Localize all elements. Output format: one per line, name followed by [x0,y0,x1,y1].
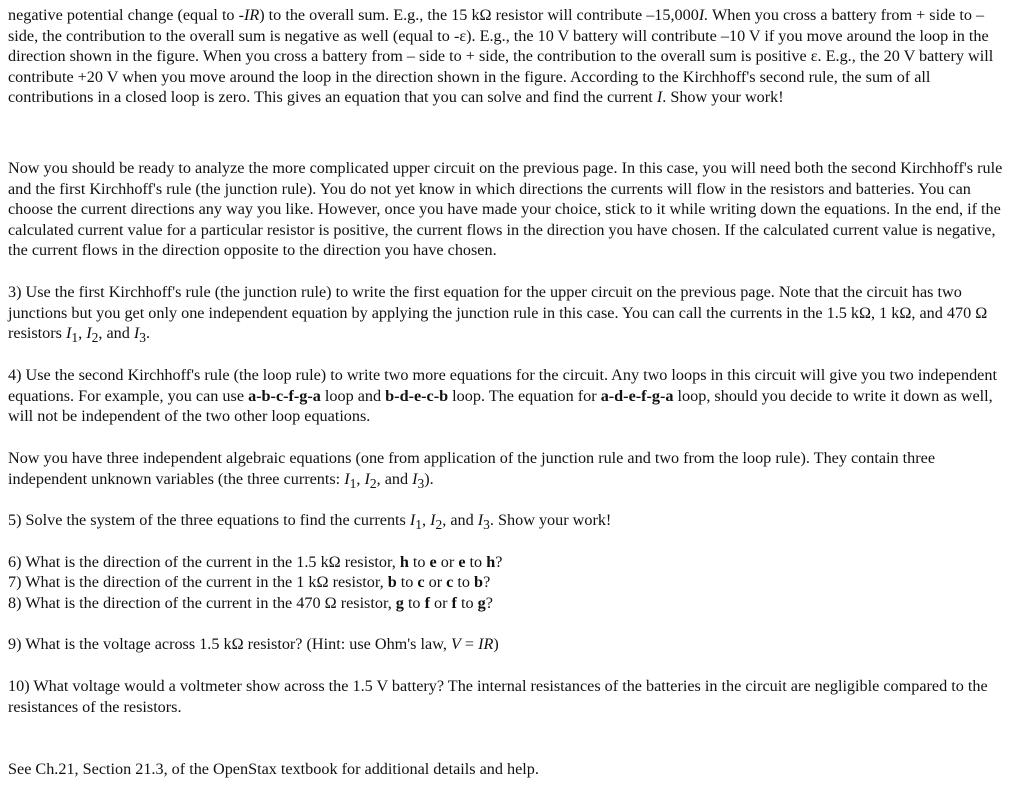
text: 4) Use the second Kirchhoff's rule (the loop rule) to write two more equations for the circuit. Any two loops in this circuit will give you two independent equations. For example, you can use [8,366,997,405]
text: or [424,573,447,591]
loop-label: b-d-e-c-b [385,386,449,405]
paragraph-three-equations [8,448,1016,494]
current-symbol: I [412,469,418,488]
paragraph-complicated-circuit [8,158,1016,261]
text: to [453,573,475,591]
subscript: 1 [71,330,79,346]
text: ) [493,635,499,653]
text: See Ch.21, Section 21.3, of the OpenStax textbook for additional details and help. [8,760,539,778]
node-label: h [399,553,409,571]
node-label: f [424,594,430,612]
question-7 [8,572,1016,593]
text: 3) Use the first Kirchhoff's rule (the junction rule) to write the first equation for the upper circuit on the previous page. Note that the circuit has two junctions but you get only one independent equation by applying the junction rule in this case. You can call the currents in the 1.5 kΩ, 1 kΩ, and 470 Ω resistors [8,283,988,343]
loop-label: a-b-c-f-g-a [248,386,321,405]
text: to [408,553,430,571]
text: negative potential change (equal to [8,6,239,24]
node-label: f [451,594,457,612]
subscript: 1 [349,475,357,491]
text: Now you have three independent algebraic equations (one from application of the junction rule and two from the loop rule). They contain three independent unknown variables (the three currents: [8,449,936,488]
text: or [429,594,452,612]
text: Now you should be ready to analyze the more complicated upper circuit on the previous page. In this case, you will need both the second Kirchhoff's rule and the first Kirchhoff's rule (the junction rule). You do not yet know in which directions the currents will flow in the resistors and batteries. You can choose the current directions any way you like. However, once you have made your choice, stick to it while writing down the equations. In the end, if the calculated current value for a particular resistor is positive, the current flows in the direction you have chosen. If the calculated current value is negative, the current flows in the direction opposite to the direction you have chosen. [8,159,1003,260]
subscript: 3 [417,475,425,491]
text: , and [442,511,478,529]
text: 9) What is the voltage across 1.5 kΩ resistor? (Hint: use Ohm's law, [8,635,451,653]
subscript: 3 [483,517,490,533]
text: loop, should you decide to write it down as well, will not be independent of the two other loop equations. [8,386,993,426]
text: ? [485,594,493,612]
text-italic: I [656,88,663,107]
text-italic: -IR [238,6,260,24]
node-label: b [387,573,397,591]
question-9 [8,634,1016,655]
text: to [403,594,425,612]
node-label: h [486,553,496,571]
current-symbol: I [344,469,350,488]
node-label: c [417,573,425,591]
text: . Show your work! [489,511,612,529]
text: to [396,573,418,591]
text: to [465,553,487,571]
text: or [436,553,459,571]
text: , and [376,469,413,488]
footer-reference [8,759,1016,780]
current-symbol: I [66,324,72,343]
current-symbol: I [409,511,416,529]
text: 5) Solve the system of the three equations to find the currents [8,511,410,529]
text: When you cross a battery from + side to – side, the contribution to the overall sum is negative as well (equal to -ε). E.g., the 10 V battery will contribute –10 V if you move around the loop in the direction shown in the figure. When you cross a battery from – side to + side, the contribution to the overall sum is positive ε. E.g., the 20 V battery will contribute +20 V when you move around the loop in the direction shown in the figure. According to the Kirchhoff's second rule, the sum of all contributions in a closed loop is zero. This gives an equation that you can solve and find the current [8,6,994,107]
node-label: e [429,553,437,571]
text: . [146,324,151,343]
text: , [356,469,365,488]
text: 7) What is the direction of the current in the 1 kΩ resistor, [8,573,388,591]
node-label: g [395,594,404,612]
text: ). [424,469,434,488]
current-symbol: I [477,511,484,529]
loop-label: a-d-e-f-g-a [600,386,674,405]
subscript: 2 [369,475,377,491]
subscript: 3 [139,330,147,346]
text: , and [98,324,134,343]
text: ? [483,573,491,591]
text: . Show your work! [662,88,784,107]
question-5 [8,510,1016,536]
paragraph-loop-rule-explanation [8,5,1016,108]
text: ? [495,553,503,571]
question-3 [8,282,1016,349]
text: , [422,511,431,529]
text: loop and [320,386,386,405]
current-symbol: I [133,324,140,343]
text-italic: V [450,635,461,653]
text-italic: IR [478,635,494,653]
node-label: c [446,573,454,591]
question-10 [8,676,1016,717]
current-symbol: I [430,511,436,529]
text-italic: I. [698,6,709,24]
text: loop. The equation for [448,386,601,405]
question-4 [8,365,1016,427]
question-8 [8,593,1016,614]
text: , [78,324,87,343]
node-label: e [458,553,466,571]
text: 10) What voltage would a voltmeter show across the 1.5 V battery? The internal resistances of the batteries in the circuit are negligible compared to the resistances of the resistors. [8,677,988,716]
text: 8) What is the direction of the current in the 470 Ω resistor, [8,594,396,612]
text: ) to the overall sum. E.g., the 15 kΩ resistor will contribute –15,000 [259,6,699,24]
node-label: b [474,573,484,591]
text: = [460,635,479,653]
subscript: 2 [435,517,443,533]
subscript: 2 [91,330,99,346]
node-label: g [477,594,486,612]
current-symbol: I [364,469,370,488]
text: to [456,594,478,612]
text: 6) What is the direction of the current in the 1.5 kΩ resistor, [8,553,400,571]
question-6 [8,552,1016,573]
subscript: 1 [415,517,423,533]
current-symbol: I [86,324,92,343]
